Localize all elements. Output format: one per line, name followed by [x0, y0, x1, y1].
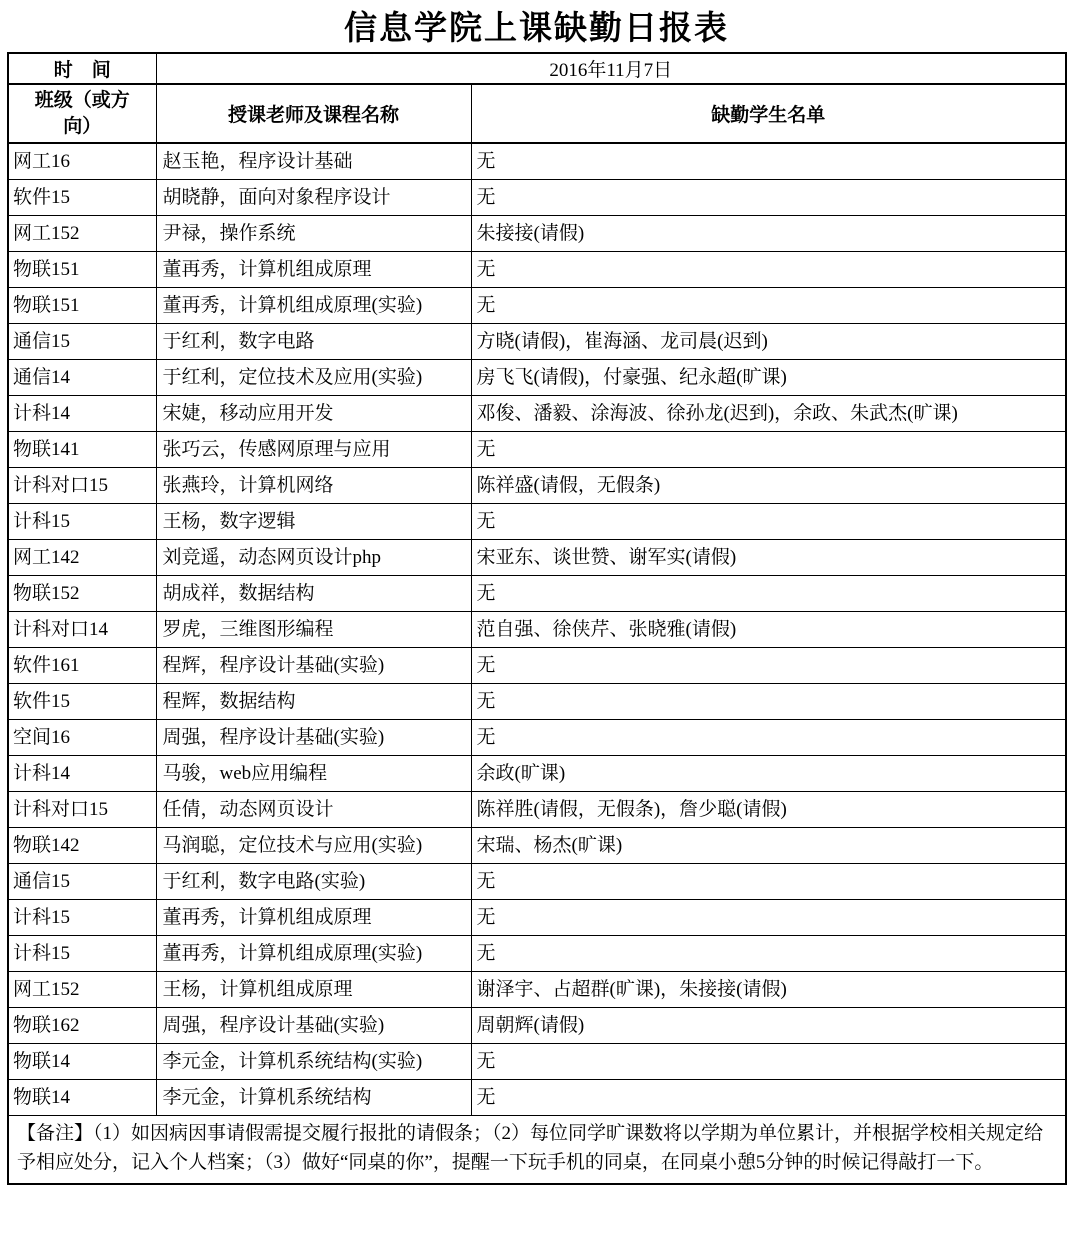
row-course: 董再秀，计算机组成原理(实验): [156, 288, 471, 324]
row-class: 物联151: [8, 252, 156, 288]
table-row: [8, 756, 1066, 792]
row-class: 网工152: [8, 216, 156, 252]
row-absent: 无: [471, 180, 1066, 216]
table-row: [8, 504, 1066, 540]
row-course: 王杨，计算机组成原理: [156, 972, 471, 1008]
row-course: 宋婕，移动应用开发: [156, 396, 471, 432]
column-header-course: 授课老师及课程名称: [156, 84, 471, 143]
row-course: 刘竞遥，动态网页设计php: [156, 540, 471, 576]
table-row: [8, 216, 1066, 252]
row-course: 罗虎，三维图形编程: [156, 612, 471, 648]
row-class: 网工152: [8, 972, 156, 1008]
row-class: 软件15: [8, 684, 156, 720]
row-course: 董再秀，计算机组成原理: [156, 252, 471, 288]
table-row: [8, 684, 1066, 720]
table-row: [8, 936, 1066, 972]
row-absent: 房飞飞(请假)，付豪强、纪永超(旷课): [471, 360, 1066, 396]
row-absent: 无: [471, 432, 1066, 468]
row-class: 计科15: [8, 936, 156, 972]
row-absent: 方晓(请假)，崔海涵、龙司晨(迟到): [471, 324, 1066, 360]
row-absent: 无: [471, 143, 1066, 180]
table-row: [8, 972, 1066, 1008]
table-row: [8, 648, 1066, 684]
page-title: 信息学院上课缺勤日报表: [344, 9, 729, 46]
table-row: [8, 540, 1066, 576]
row-course: 尹禄，操作系统: [156, 216, 471, 252]
table-row: [8, 180, 1066, 216]
row-course: 王杨，数字逻辑: [156, 504, 471, 540]
row-class: 物联142: [8, 828, 156, 864]
row-class: 计科对口14: [8, 612, 156, 648]
row-absent: 谢泽宇、占超群(旷课)，朱接接(请假): [471, 972, 1066, 1008]
row-class: 计科15: [8, 900, 156, 936]
table-row: [8, 792, 1066, 828]
table-row: [8, 252, 1066, 288]
row-absent: 无: [471, 288, 1066, 324]
row-absent: 宋亚东、谈世赞、谢军实(请假): [471, 540, 1066, 576]
row-class: 空间16: [8, 720, 156, 756]
row-course: 于红利，数字电路(实验): [156, 864, 471, 900]
row-absent: 无: [471, 252, 1066, 288]
table-row: [8, 396, 1066, 432]
row-class: 软件15: [8, 180, 156, 216]
row-course: 李元金，计算机系统结构: [156, 1080, 471, 1116]
row-absent: 无: [471, 684, 1066, 720]
row-class: 计科对口15: [8, 792, 156, 828]
row-absent: 无: [471, 504, 1066, 540]
row-course: 程辉，程序设计基础(实验): [156, 648, 471, 684]
row-absent: 无: [471, 720, 1066, 756]
row-course: 赵玉艳，程序设计基础: [156, 143, 471, 180]
attendance-table: [7, 52, 1067, 1185]
row-course: 李元金，计算机系统结构(实验): [156, 1044, 471, 1080]
row-course: 于红利，定位技术及应用(实验): [156, 360, 471, 396]
row-course: 于红利，数字电路: [156, 324, 471, 360]
report-date: 2016年11月7日: [156, 53, 1066, 84]
row-absent: 陈祥盛(请假，无假条): [471, 468, 1066, 504]
row-course: 张燕玲，计算机网络: [156, 468, 471, 504]
table-row: [8, 324, 1066, 360]
row-class: 物联152: [8, 576, 156, 612]
table-row: [8, 1080, 1066, 1116]
row-course: 马润聪，定位技术与应用(实验): [156, 828, 471, 864]
row-absent: 邓俊、潘毅、涂海波、徐孙龙(迟到)，余政、朱武杰(旷课): [471, 396, 1066, 432]
table-row: [8, 143, 1066, 180]
table-row: [8, 612, 1066, 648]
column-header-absent: 缺勤学生名单: [471, 84, 1066, 143]
row-class: 计科14: [8, 756, 156, 792]
table-row: [8, 432, 1066, 468]
table-row: [8, 720, 1066, 756]
row-absent: 宋瑞、杨杰(旷课): [471, 828, 1066, 864]
row-absent: 范自强、徐侠芹、张晓雅(请假): [471, 612, 1066, 648]
table-row: [8, 288, 1066, 324]
remark-row: [8, 1116, 1066, 1185]
time-label: 时 间: [8, 53, 156, 84]
report-rows: [8, 143, 1066, 1116]
row-absent: 余政(旷课): [471, 756, 1066, 792]
row-absent: 无: [471, 936, 1066, 972]
table-row: [8, 576, 1066, 612]
row-class: 计科15: [8, 504, 156, 540]
row-absent: 陈祥胜(请假，无假条)，詹少聪(请假): [471, 792, 1066, 828]
row-class: 计科对口15: [8, 468, 156, 504]
row-class: 网工142: [8, 540, 156, 576]
table-row: [8, 1044, 1066, 1080]
row-absent: 无: [471, 576, 1066, 612]
row-course: 程辉，数据结构: [156, 684, 471, 720]
row-absent: 无: [471, 1080, 1066, 1116]
column-header-class: 班级（或方向）: [8, 84, 156, 143]
row-absent: 无: [471, 900, 1066, 936]
row-course: 周强，程序设计基础(实验): [156, 720, 471, 756]
row-absent: 无: [471, 648, 1066, 684]
table-row: [8, 1008, 1066, 1044]
table-row: [8, 828, 1066, 864]
table-row: [8, 900, 1066, 936]
row-class: 软件161: [8, 648, 156, 684]
header-row-columns: [8, 84, 1066, 143]
row-course: 胡晓静，面向对象程序设计: [156, 180, 471, 216]
row-course: 周强，程序设计基础(实验): [156, 1008, 471, 1044]
row-class: 物联14: [8, 1044, 156, 1080]
row-course: 董再秀，计算机组成原理(实验): [156, 936, 471, 972]
table-row: [8, 360, 1066, 396]
row-class: 网工16: [8, 143, 156, 180]
row-class: 物联151: [8, 288, 156, 324]
row-absent: 无: [471, 864, 1066, 900]
row-class: 物联14: [8, 1080, 156, 1116]
row-class: 物联141: [8, 432, 156, 468]
row-class: 通信15: [8, 324, 156, 360]
row-course: 张巧云，传感网原理与应用: [156, 432, 471, 468]
table-header: [8, 53, 1066, 143]
row-course: 胡成祥，数据结构: [156, 576, 471, 612]
header-row-time: [8, 53, 1066, 84]
row-class: 计科14: [8, 396, 156, 432]
row-absent: 无: [471, 1044, 1066, 1080]
row-absent: 朱接接(请假): [471, 216, 1066, 252]
row-course: 马骏，web应用编程: [156, 756, 471, 792]
row-class: 物联162: [8, 1008, 156, 1044]
table-row: [8, 864, 1066, 900]
row-class: 通信14: [8, 360, 156, 396]
table-row: [8, 468, 1066, 504]
row-class: 通信15: [8, 864, 156, 900]
table-footer: [8, 1116, 1066, 1185]
row-course: 董再秀，计算机组成原理: [156, 900, 471, 936]
remark-text: 【备注】（1）如因病因事请假需提交履行报批的请假条；（2）每位同学旷课数将以学期为单位累计，并根据学校相关规定给予相应处分，记入个人档案；（3）做好“同桌的你”，提醒一下玩手机的同桌，在同桌小憩5分钟的时候记得敲打一下。: [8, 1116, 1066, 1185]
row-course: 任倩，动态网页设计: [156, 792, 471, 828]
row-absent: 周朝辉(请假): [471, 1008, 1066, 1044]
